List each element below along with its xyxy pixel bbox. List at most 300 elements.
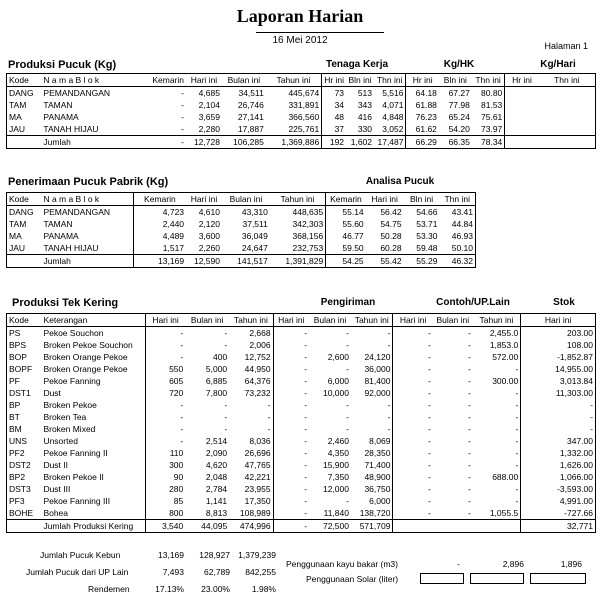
cell: 65.24 — [448, 112, 470, 122]
cell: - — [467, 376, 471, 386]
cell: - — [467, 400, 471, 410]
cell: - — [387, 328, 391, 338]
table-row — [7, 507, 596, 520]
table-row — [7, 483, 596, 495]
cell: DANG — [9, 88, 34, 98]
produksi-pucuk-title: Produksi Pucuk (Kg) — [8, 59, 117, 71]
contoh-group: Contoh/UP.Lain — [436, 297, 510, 308]
cell: 1,369,886 — [266, 136, 322, 149]
cell — [539, 136, 596, 149]
cell: Dust II — [43, 460, 68, 470]
cell: BP2 — [9, 472, 26, 482]
cell: 1,853.0 — [489, 340, 519, 350]
analisa-pucuk-group: Analisa Pucuk — [365, 176, 435, 187]
cell: - — [521, 399, 596, 411]
cell: - — [521, 423, 596, 435]
cell: - — [181, 88, 184, 98]
cell: - — [181, 100, 184, 110]
cell: 55.29 — [404, 255, 440, 268]
cell: - — [273, 435, 309, 447]
cell: 10,000 — [322, 388, 349, 398]
cell — [393, 520, 433, 533]
cell: 106,285 — [222, 136, 266, 149]
cell — [505, 136, 539, 149]
cell: 331,891 — [288, 100, 320, 110]
cell: 61.62 — [406, 123, 439, 136]
cell: - — [267, 424, 271, 434]
cell: Tahun ini — [473, 314, 521, 327]
table-row — [7, 423, 596, 435]
cell: - — [145, 435, 185, 447]
cell: Pekoe Souchon — [43, 328, 104, 338]
cell: - — [393, 483, 433, 495]
kg-hari-group: Kg/Hari — [540, 59, 576, 70]
cell: - — [133, 136, 186, 149]
cell: - — [393, 411, 433, 423]
cell: 192 — [322, 136, 346, 149]
cell: 4,991.00 — [521, 495, 596, 507]
cell: 141,517 — [222, 255, 270, 268]
cell: Bln ini — [346, 74, 374, 87]
cell: 225,761 — [288, 124, 320, 134]
cell: 50.28 — [380, 231, 402, 241]
cell: - — [521, 411, 596, 423]
cell: DANG — [9, 207, 34, 217]
cell: Hari ini — [393, 314, 433, 327]
cell: 5,000 — [205, 364, 228, 374]
cell — [539, 123, 596, 136]
cell: Kemarin — [133, 193, 186, 206]
cell: 445,674 — [288, 88, 320, 98]
cell: BT — [9, 412, 20, 422]
cell: 36,049 — [241, 231, 268, 241]
cell: 75.61 — [481, 112, 503, 122]
cell: 347.00 — [521, 435, 596, 447]
cell: 720 — [145, 387, 185, 399]
summary-value: 62,789 — [204, 567, 230, 577]
summary-value: 128,927 — [199, 550, 230, 560]
cell: 108,989 — [239, 508, 271, 518]
fuel-value: 2,896 — [502, 559, 524, 569]
cell: Broken Pekoe — [43, 400, 97, 410]
cell: - — [393, 375, 433, 387]
cell — [505, 111, 539, 123]
cell: 4,071 — [382, 100, 404, 110]
cell: - — [467, 508, 471, 518]
fuel-value: 1,896 — [560, 559, 582, 569]
cell: Jumlah — [41, 136, 133, 149]
cell — [505, 99, 539, 111]
cell: - — [273, 363, 309, 375]
cell: 48,900 — [364, 472, 391, 482]
cell: - — [181, 112, 184, 122]
cell: Kode — [7, 74, 42, 87]
cell: 12,728 — [186, 136, 222, 149]
cell: N a m a B l o k — [41, 74, 133, 87]
cell: Dust — [43, 388, 61, 398]
cell: Thn ini — [472, 74, 505, 87]
penerimaan-table — [6, 192, 476, 268]
cell — [539, 87, 596, 100]
cell: 12,590 — [186, 255, 222, 268]
cell: 44,095 — [185, 520, 229, 533]
cell: 2,514 — [205, 436, 228, 446]
cell: BOPF — [9, 364, 33, 374]
cell: 54.75 — [380, 219, 402, 229]
fuel-box — [530, 573, 586, 584]
table-row — [7, 206, 476, 219]
table-row — [7, 351, 596, 363]
report-date: 16 Mei 2012 — [272, 35, 328, 46]
cell: 688.00 — [492, 472, 519, 482]
cell: 1,517 — [133, 242, 186, 255]
cell: 15,900 — [322, 460, 349, 470]
cell: 46.77 — [326, 230, 366, 242]
table-row — [7, 363, 596, 375]
cell: 448,635 — [292, 207, 324, 217]
cell: 64.18 — [406, 87, 439, 100]
cell: 73 — [322, 87, 346, 100]
cell: TAMAN — [43, 219, 73, 229]
table-row — [7, 375, 596, 387]
cell: TAM — [9, 100, 27, 110]
table-row — [7, 495, 596, 507]
cell: PANAMA — [43, 231, 79, 241]
table-row — [7, 447, 596, 459]
cell: 37 — [322, 123, 346, 136]
cell: 8,813 — [205, 508, 228, 518]
cell: Broken Pekoe Souchon — [43, 340, 133, 350]
table-row — [7, 339, 596, 351]
cell: 54.66 — [416, 207, 438, 217]
cell: 47,765 — [244, 460, 271, 470]
cell: - — [515, 484, 519, 494]
cell: - — [515, 412, 519, 422]
cell: - — [273, 507, 309, 520]
tek-kering-table — [6, 313, 596, 533]
cell: - — [224, 400, 228, 410]
cell: 66.35 — [439, 136, 472, 149]
cell: 59.48 — [416, 243, 438, 253]
cell: Kode — [7, 314, 42, 327]
cell: 1,066.00 — [521, 471, 596, 483]
cell: - — [393, 423, 433, 435]
cell: - — [393, 339, 433, 351]
cell: - — [346, 328, 349, 338]
cell: 1,141 — [205, 496, 228, 506]
cell: - — [387, 424, 391, 434]
cell: - — [393, 447, 433, 459]
cell: 77.98 — [448, 100, 470, 110]
cell: Thn ini — [374, 74, 406, 87]
cell: - — [346, 400, 349, 410]
cell: Hr ini — [505, 74, 539, 87]
cell: Pekoe Fanning II — [43, 448, 108, 458]
cell: 53.71 — [416, 219, 438, 229]
cell: 32,771 — [521, 520, 596, 533]
cell: - — [224, 412, 228, 422]
produksi-pucuk-table — [6, 73, 596, 149]
cell: 2,120 — [198, 219, 220, 229]
cell: TAM — [9, 219, 27, 229]
cell: BM — [9, 424, 22, 434]
cell: Bln ini — [404, 193, 440, 206]
cell: 54.25 — [326, 255, 366, 268]
cell: 71,400 — [364, 460, 391, 470]
cell: - — [393, 327, 433, 340]
cell: Hr ini — [322, 74, 346, 87]
cell: 2,280 — [198, 124, 220, 134]
report-title: Laporan Harian — [236, 6, 364, 26]
cell: - — [346, 424, 349, 434]
cell: DST3 — [9, 484, 31, 494]
cell: Tahun ini — [351, 314, 393, 327]
cell: - — [267, 400, 271, 410]
cell: Bulan ini — [185, 314, 229, 327]
cell: 73,232 — [244, 388, 271, 398]
cell: - — [467, 364, 471, 374]
summary-value: 23.00% — [201, 584, 230, 594]
kg-hk-group: Kg/HK — [443, 59, 475, 70]
cell: Hari ini — [366, 193, 404, 206]
cell: Pekoe Fanning III — [43, 496, 111, 506]
cell: 330 — [357, 124, 373, 134]
cell: 78.34 — [472, 136, 505, 149]
summary-value: 1.98% — [251, 584, 276, 594]
cell: 34 — [322, 99, 346, 111]
cell: 50.10 — [451, 243, 473, 253]
tek-kering-title: Produksi Tek Kering — [12, 297, 119, 309]
cell: 26,696 — [244, 448, 271, 458]
cell: - — [273, 471, 309, 483]
cell: - — [467, 472, 471, 482]
cell: 80.80 — [481, 88, 503, 98]
cell: 3,659 — [198, 112, 220, 122]
cell: BOHE — [9, 508, 34, 518]
cell: - — [346, 412, 349, 422]
cell: 73.97 — [481, 124, 503, 134]
table-row — [7, 87, 596, 100]
stok-group: Stok — [553, 297, 575, 308]
cell: - — [273, 423, 309, 435]
cell: 76.23 — [406, 111, 439, 123]
cell: 343 — [357, 100, 373, 110]
cell: 366,560 — [288, 112, 320, 122]
cell: PANAMA — [43, 112, 79, 122]
cell: Kemarin — [133, 74, 186, 87]
cell: 27,141 — [237, 112, 264, 122]
cell: Pekoe Fanning — [43, 376, 101, 386]
cell: Jumlah — [41, 255, 133, 268]
cell: Hr ini — [406, 74, 439, 87]
cell: Bulan ini — [433, 314, 473, 327]
cell: Tahun ini — [229, 314, 273, 327]
cell: - — [515, 460, 519, 470]
cell: 2,668 — [249, 328, 271, 338]
cell: - — [467, 388, 471, 398]
cell: 2,460 — [327, 436, 349, 446]
cell: 2,090 — [205, 448, 228, 458]
cell: 43.41 — [451, 207, 473, 217]
cell: - — [273, 495, 309, 507]
cell: 55.42 — [366, 255, 404, 268]
cell: TAMAN — [43, 100, 73, 110]
cell: 24,120 — [364, 352, 391, 362]
cell — [7, 136, 42, 149]
cell: 28,350 — [364, 448, 391, 458]
fuel-label-solar: Penggunaan Solar (liter) — [306, 574, 399, 584]
cell: DST2 — [9, 460, 31, 470]
cell: - — [387, 400, 391, 410]
cell: 13,169 — [133, 255, 186, 268]
cell: 61.88 — [406, 99, 439, 111]
cell: 24,647 — [241, 243, 268, 253]
cell: - — [515, 436, 519, 446]
cell: - — [145, 399, 185, 411]
table-row — [7, 99, 596, 111]
cell: - — [467, 460, 471, 470]
cell: Thn ini — [440, 193, 476, 206]
cell: Tahun ini — [266, 74, 322, 87]
table-row — [7, 399, 596, 411]
cell: JAU — [9, 124, 26, 134]
fuel-box — [420, 573, 464, 584]
cell: 2,048 — [205, 472, 228, 482]
cell: Broken Pekoe II — [43, 472, 104, 482]
cell: 232,753 — [292, 243, 324, 253]
cell: - — [224, 328, 228, 338]
summary-value: 13,169 — [158, 550, 184, 560]
fuel-box — [470, 573, 524, 584]
cell: - — [467, 436, 471, 446]
cell: 64,376 — [244, 376, 271, 386]
cell: - — [145, 411, 185, 423]
cell: 54.20 — [448, 124, 470, 134]
cell: 1,626.00 — [521, 459, 596, 471]
cell: - — [467, 352, 471, 362]
cell: - — [515, 364, 519, 374]
cell: 8,069 — [369, 436, 391, 446]
cell: - — [145, 327, 185, 340]
cell: - — [273, 339, 309, 351]
cell: 605 — [145, 375, 185, 387]
cell: Dust III — [43, 484, 71, 494]
cell: - — [387, 412, 391, 422]
cell: 7,800 — [205, 388, 228, 398]
cell: - — [346, 340, 349, 350]
table-row — [7, 459, 596, 471]
table-row — [7, 123, 596, 136]
cell: 37,511 — [242, 219, 268, 229]
cell: Bohea — [43, 508, 69, 518]
page-label: Halaman 1 — [544, 41, 588, 51]
cell: 36,750 — [364, 484, 391, 494]
cell: 4,685 — [198, 88, 220, 98]
cell: 6,000 — [327, 376, 349, 386]
cell: 800 — [145, 507, 185, 520]
cell: 11,840 — [323, 508, 349, 518]
cell: - — [515, 388, 519, 398]
cell: - — [393, 471, 433, 483]
cell: 56.42 — [380, 207, 402, 217]
cell: 53.30 — [416, 231, 438, 241]
table-row — [7, 411, 596, 423]
cell: UNS — [9, 436, 27, 446]
cell — [539, 99, 596, 111]
header-row — [7, 314, 596, 327]
cell: Jumlah Produksi Kering — [41, 520, 145, 533]
cell: 2,440 — [133, 218, 186, 230]
cell: PS — [9, 328, 21, 338]
cell: Broken Mixed — [43, 424, 96, 434]
cell: - — [467, 412, 471, 422]
cell: - — [273, 327, 309, 340]
header-row — [7, 74, 596, 87]
cell: - — [273, 387, 309, 399]
cell: 1,602 — [346, 136, 374, 149]
cell: - — [273, 447, 309, 459]
cell: 1,332.00 — [521, 447, 596, 459]
cell: BP — [9, 400, 21, 410]
cell: - — [145, 351, 185, 363]
cell: 66.29 — [406, 136, 439, 149]
cell: 1,055.5 — [489, 508, 519, 518]
cell: - — [467, 340, 471, 350]
cell — [505, 87, 539, 100]
cell: DST1 — [9, 388, 31, 398]
cell: 44,950 — [244, 364, 271, 374]
cell: - — [224, 424, 228, 434]
cell: - — [387, 340, 391, 350]
title-underline — [256, 32, 384, 33]
cell: MA — [9, 231, 22, 241]
cell: 23,955 — [244, 484, 271, 494]
cell: 17,887 — [237, 124, 264, 134]
table-row — [7, 111, 596, 123]
cell: Hari ini — [186, 193, 222, 206]
cell: - — [393, 507, 433, 520]
cell: - — [267, 412, 271, 422]
cell: 572.00 — [492, 352, 519, 362]
cell: 90 — [145, 471, 185, 483]
cell: 55.14 — [326, 206, 366, 219]
cell: - — [273, 459, 309, 471]
cell: - — [273, 351, 309, 363]
cell: Bulan ini — [222, 74, 266, 87]
cell: JAU — [9, 243, 26, 253]
total-row — [7, 255, 476, 268]
cell: - — [393, 351, 433, 363]
cell: 400 — [212, 352, 228, 362]
cell: - — [393, 387, 433, 399]
cell: 2,784 — [205, 484, 228, 494]
cell: 36,000 — [364, 364, 391, 374]
cell: - — [273, 411, 309, 423]
cell: Kemarin — [326, 193, 366, 206]
cell: - — [467, 328, 471, 338]
table-row — [7, 387, 596, 399]
total-row — [7, 136, 596, 149]
cell — [539, 111, 596, 123]
cell: Hari ini — [521, 314, 596, 327]
cell: - — [346, 364, 349, 374]
table-row — [7, 230, 476, 242]
summary-label-up-lain: Jumlah Pucuk dari UP Lain — [26, 567, 129, 577]
cell: - — [515, 496, 519, 506]
cell: 280 — [145, 483, 185, 495]
cell: 67.27 — [448, 88, 470, 98]
cell: - — [181, 124, 184, 134]
